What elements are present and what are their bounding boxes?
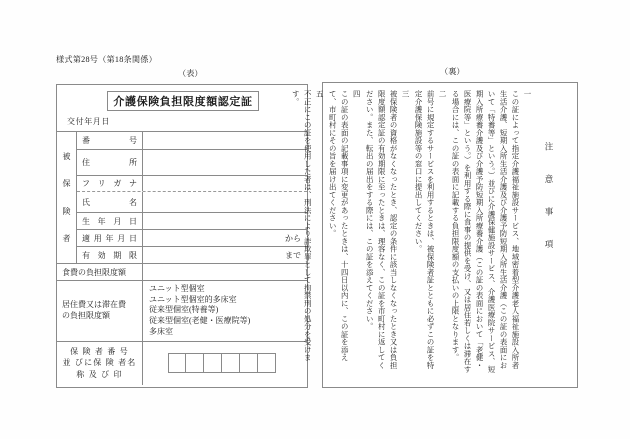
row-label-address (77, 150, 143, 175)
insurer-label-line2: 並 びに保 険 者名 (62, 358, 137, 368)
note-number-4: 四 (352, 90, 362, 98)
table-row (57, 263, 307, 280)
field-address[interactable] (143, 150, 307, 175)
label-char: 年 (97, 216, 106, 226)
row-label-furigana (77, 176, 143, 191)
back-side-label: （裏） (440, 67, 465, 76)
row-label-birthdate (77, 213, 143, 229)
label-char: 日 (128, 216, 137, 226)
table-row (57, 280, 307, 341)
label-char: フ (82, 179, 90, 188)
note-text-5: 不正にこの証を使用した者は、刑法により詐欺罪として拘禁刑の処分を受けます。 (291, 90, 313, 362)
notes-title: 注 意 事 項 (544, 142, 554, 255)
front-field-grid (57, 131, 307, 385)
insurer-digit-box[interactable] (240, 353, 258, 373)
insured-person-vertical-label (57, 132, 77, 263)
label-char: リ (97, 179, 106, 188)
list-item[interactable]: 多床室 (149, 326, 173, 336)
table-row (77, 246, 307, 263)
list-item[interactable]: ユニット型個室 (149, 284, 205, 293)
room-type-list (143, 281, 307, 341)
label-char: 番 (82, 136, 90, 145)
label-char: 限 (128, 250, 137, 260)
field-food-limit[interactable] (143, 264, 307, 280)
table-row (77, 192, 307, 212)
field-insured-number[interactable] (143, 132, 307, 149)
label-char: 適 (82, 233, 90, 243)
insured-char-1: 保 (62, 179, 71, 189)
field-name[interactable] (143, 192, 307, 212)
insured-person-block (57, 131, 307, 263)
insurer-digit-box[interactable] (258, 353, 276, 373)
note-number-5: 五 (315, 90, 325, 98)
front-side-label: （表） (178, 69, 203, 78)
insured-char-3: 者 (62, 233, 71, 243)
field-effective-date[interactable]: から (285, 233, 301, 243)
row-label-name (77, 192, 143, 212)
row-label-expiry-date (77, 247, 143, 263)
label-char: 日 (129, 233, 137, 243)
list-item[interactable]: 従来型個室(特養等) (149, 305, 219, 315)
field-birthdate[interactable] (143, 213, 307, 229)
label-char: 効 (97, 250, 106, 260)
insurer-label-line1: 保 険 者 番 号 (70, 346, 129, 356)
issue-date-label: 交付年月日 (67, 117, 110, 126)
note-text-4: この証の表面の記載事項に変更があったときは、十四日以内に、この証を添えて、市町村にその旨を届け出てください。 (328, 90, 350, 362)
note-text-2: 前号に規定するサービスを利用するときは、被保険者証とともに必ずこの証を特定介護保険施設等の窓口に提出してください。 (414, 90, 436, 369)
label-char: 用 (93, 233, 102, 243)
label-char: 期 (113, 250, 122, 260)
form-number: 様式第28号（第18条関係） (56, 55, 158, 64)
note-text-1: この証によって指定介護福祉施設サービス、地域密着型介護老人福祉施設入所者生活介護、短期入所生活介護及び介護予防短期入所生活介護（この証の表面において「特養等」という。）並びに介護保健施設サービス、介護医療院サービス、短期入所療養介護及び介護予防短期入所療養介護（この証の表面において「老健・医療院等」という。）を利用する際に食事の提供を受け、又は居住若しくは滞在する場合には、この証の表面に記載する負担限度額の支払いの上限となります。 (451, 90, 520, 374)
insurer-label-line3: 称 及 び 印 (76, 369, 123, 379)
residence-label-line1: 居住費又は滞在費 (62, 300, 126, 309)
label-char: 月 (117, 233, 126, 243)
row-label-residence-limit (57, 281, 143, 341)
insurer-digit-box[interactable] (222, 353, 240, 373)
note-number-1: 一 (523, 90, 532, 98)
insured-char-0: 被 (62, 152, 71, 162)
table-row (57, 341, 307, 385)
table-row (77, 149, 307, 175)
row-label-insurer (57, 342, 143, 385)
label-char: 所 (129, 158, 137, 167)
certificate-front-panel (56, 84, 308, 388)
table-row (77, 229, 307, 246)
insurer-digit-box[interactable] (204, 353, 222, 373)
label-char: 生 (82, 216, 90, 226)
table-row (77, 212, 307, 229)
insurer-digit-box[interactable] (168, 353, 186, 373)
label-char: ガ (113, 179, 122, 188)
table-row (77, 175, 307, 192)
insurer-digit-box[interactable] (186, 353, 204, 373)
label-char: 年 (105, 233, 114, 243)
label-char: 氏 (82, 197, 90, 207)
row-label-food-limit: 食費の負担限度額 (57, 264, 143, 280)
field-furigana[interactable] (143, 176, 307, 191)
note-number-2: 二 (438, 90, 448, 98)
label-char: 号 (129, 136, 137, 145)
note-number-3: 三 (401, 90, 411, 98)
label-char: 有 (82, 250, 90, 260)
label-char: 月 (113, 216, 122, 226)
certificate-title: 介護保険負担限度額認定証 (107, 91, 259, 111)
label-char: 名 (129, 197, 137, 207)
row-label-effective-date (77, 230, 143, 246)
insurer-number-boxes (168, 353, 276, 373)
note-text-3: 被保険者の資格がなくなったとき、認定の条件に該当しなくなったとき又は負担限度額認定証の有効期限に至ったときは、理容なく、この証を市町村に返してください。また、転出の届出をする際には、この証を添えてください。 (365, 90, 399, 369)
list-item[interactable]: ユニット型個室的多床室 (149, 294, 237, 304)
field-expiry-date[interactable]: まで (285, 250, 301, 260)
list-item[interactable]: 従来型個室(老健・医療院等) (149, 316, 251, 326)
residence-label-line2: の負担限度額 (62, 310, 110, 320)
field-insurer-number (143, 342, 307, 385)
label-char: ナ (128, 179, 137, 188)
insured-char-2: 険 (62, 206, 71, 216)
label-char: 住 (82, 158, 90, 167)
table-row (77, 132, 307, 149)
insured-field-rows (77, 132, 307, 263)
row-label-number (77, 132, 143, 149)
